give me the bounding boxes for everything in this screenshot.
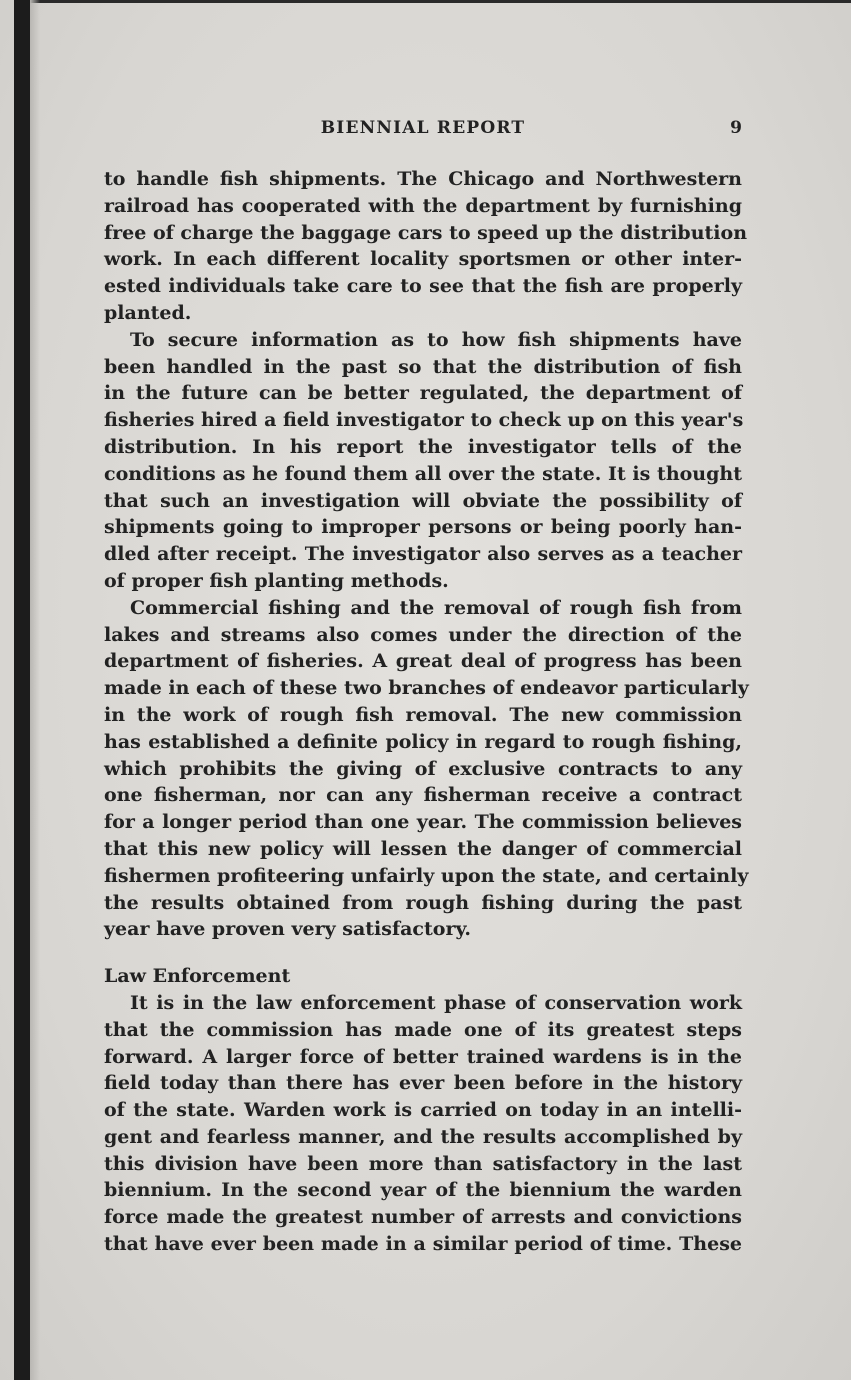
text-line: that have ever been made in a similar period of time. These [104,1233,742,1256]
text-line: ested individuals take care to see that the fish are properly [104,275,742,298]
text-line: of proper fish planting methods. [104,569,449,592]
section-gap [104,943,742,963]
binding-shadow [30,0,40,1380]
text-line: to handle fish shipments. The Chicago and Northwestern [104,168,742,190]
text-line: force made the greatest number of arrests and convictions [104,1206,742,1229]
paragraph-start: To secure information as to how fish shipments have [130,328,742,351]
text-line: has established a definite policy in regard to rough fishing, [104,730,742,753]
paragraph-start: It is in the law enforcement phase of conservation work [130,991,742,1014]
text-line: fishermen profiteering unfairly upon the state, and certainly [104,864,749,887]
text-line: forward. A larger force of better trained wardens is in the [104,1045,742,1068]
text-line: free of charge the baggage cars to speed up the distribution [104,221,748,244]
running-head-title: BIENNIAL REPORT [320,118,526,138]
page-number: 9 [730,118,742,138]
text-line: field today than there has ever been before in the history [104,1072,742,1095]
text-line: that this new policy will lessen the danger of commercial [104,837,742,860]
page-top-edge [14,0,851,3]
text-line: dled after receipt. The investigator also serves as a teacher [104,543,742,566]
body-text [104,166,749,1258]
text-line: made in each of these two branches of endeavor particularly [104,677,749,700]
text-line: one fisherman, nor can any fisherman receive a contract [104,784,742,807]
text-line: railroad has cooperated with the department by furnishing [104,194,742,217]
text-line: planted. [104,301,192,324]
text-line: conditions as he found them all over the state. It is thought [104,462,742,485]
text-line: work. In each different locality sportsmen or other inter- [104,248,742,271]
text-line: for a longer period than one year. The commission believes [104,811,742,834]
text-line: in the future can be better regulated, the department of [104,382,742,405]
text-line: the results obtained from rough fishing during the past [104,891,742,914]
text-line: which prohibits the giving of exclusive contracts to any [104,757,742,780]
text-line: of the state. Warden work is carried on today in an intelli- [104,1099,742,1122]
text-line: year have proven very satisfactory. [104,918,471,941]
text-line: that the commission has made one of its greatest steps [104,1018,742,1041]
text-line: distribution. In his report the investigator tells of the [104,435,742,458]
paragraph-start: Commercial fishing and the removal of rough fish from [130,596,742,619]
book-binding-edge [14,0,30,1380]
text-line: been handled in the past so that the distribution of fish [104,355,742,378]
text-line: gent and fearless manner, and the results accomplished by [104,1125,742,1148]
text-line: this division have been more than satisfactory in the last [104,1152,742,1175]
text-line: biennium. In the second year of the biennium the warden [104,1179,742,1202]
text-line: that such an investigation will obviate the possibility of [104,489,742,512]
text-line: lakes and streams also comes under the direction of the [104,623,742,646]
text-line: shipments going to improper persons or being poorly han- [104,516,742,539]
running-header [104,118,742,142]
text-line: in the work of rough fish removal. The new commission [104,703,742,726]
text-line: fisheries hired a field investigator to check up on this year's [104,409,744,432]
section-heading: Law Enforcement [104,965,291,988]
text-line: department of fisheries. A great deal of progress has been [104,650,742,673]
